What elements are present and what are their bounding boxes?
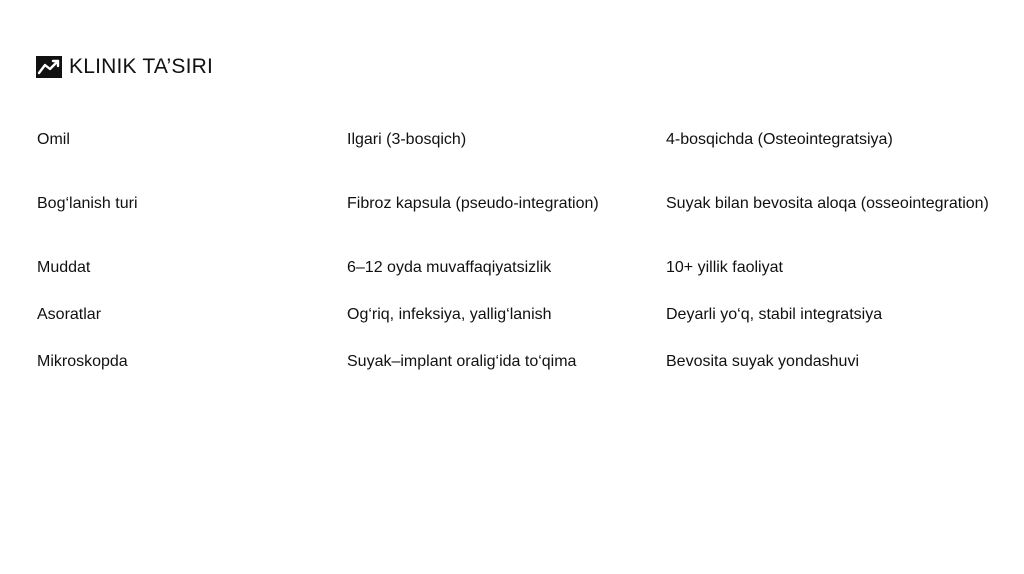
trend-chart-icon (36, 56, 62, 78)
header-cell-before: Ilgari (3-bosqich) (347, 131, 467, 148)
comparison-table (37, 120, 997, 382)
header-cell-after: 4-bosqichda (Osteointegratsiya) (666, 131, 893, 148)
table-cell: Bevosita suyak yondashuvi (666, 353, 859, 370)
table-cell: Fibroz kapsula (pseudo-integration) (347, 195, 599, 212)
table-cell: Asoratlar (37, 306, 102, 323)
table-cell: 6–12 oyda muvaffaqiyatsizlik (347, 259, 552, 276)
table-row (37, 342, 997, 382)
table-cell: Bog‘lanish turi (37, 195, 138, 212)
table-cell: Og‘riq, infeksiya, yallig‘lanish (347, 306, 552, 323)
table-row (37, 288, 997, 342)
table-cell: Deyarli yo‘q, stabil integratsiya (666, 306, 883, 323)
header-cell-factor: Omil (37, 131, 70, 148)
table-cell: Suyak bilan bevosita aloqa (osseointegration) (666, 195, 989, 212)
table-cell: Mikroskopda (37, 353, 128, 370)
slide-header (36, 53, 213, 81)
table-header-row (37, 120, 997, 160)
table-row (37, 160, 997, 248)
table-cell: Suyak–implant oralig‘ida to‘qima (347, 353, 577, 370)
table-row (37, 248, 997, 288)
slide-title: KLINIK TA’SIRI (69, 55, 214, 78)
table-cell: 10+ yillik faoliyat (666, 259, 783, 276)
table-cell: Muddat (37, 259, 91, 276)
